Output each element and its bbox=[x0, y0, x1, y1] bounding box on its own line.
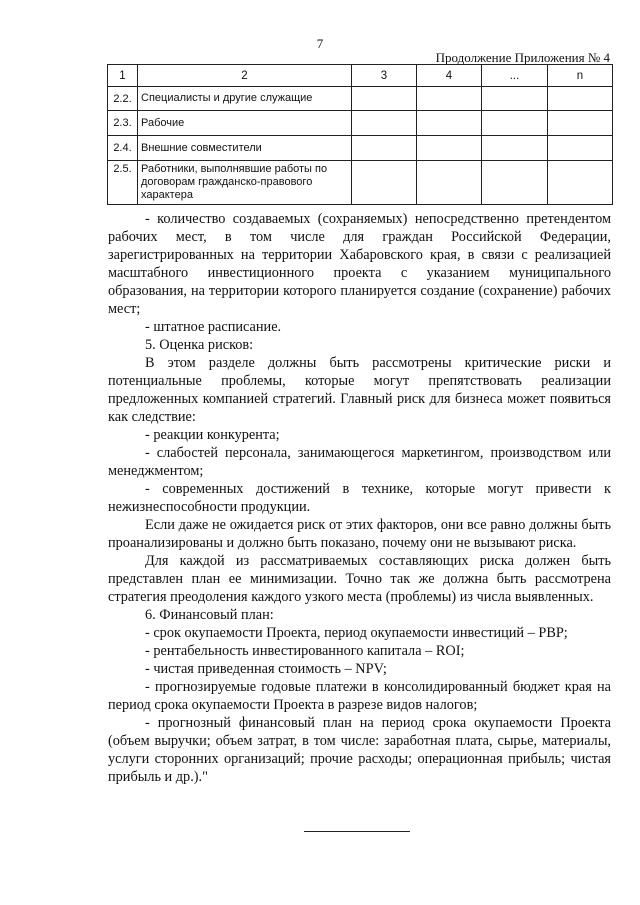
list-item: - срок окупаемости Проекта, период окупаемости инвестиций – PBP; bbox=[145, 625, 568, 641]
table-cell bbox=[352, 136, 417, 161]
table-cell bbox=[482, 161, 548, 205]
paragraph: Если даже не ожидается риск от этих факторов, они все равно должны быть проанализированы и должно быть показано, почему они не вызывают риска. bbox=[108, 517, 611, 551]
row-number: 2.3. bbox=[108, 111, 138, 136]
document-body bbox=[108, 210, 611, 786]
list-item: - прогнозируемые годовые платежи в консолидированный бюджет края на период срока окупаемости Проекта в разрезе видов налогов; bbox=[108, 679, 611, 713]
paragraph: В этом разделе должны быть рассмотрены критические риски и потенциальные проблемы, которые могут препятствовать реализации предложенных компанией стратегий. Главный риск для бизнеса может появиться как следствие: bbox=[108, 355, 611, 425]
table-cell bbox=[482, 136, 548, 161]
row-label: Специалисты и другие служащие bbox=[138, 87, 352, 111]
table-row bbox=[108, 111, 613, 136]
table-header-cell: 4 bbox=[417, 65, 482, 87]
page-number: 7 bbox=[316, 36, 324, 51]
list-item: - реакции конкурента; bbox=[145, 427, 280, 443]
list-item: - рентабельность инвестированного капитала – ROI; bbox=[145, 643, 465, 659]
table-cell bbox=[352, 111, 417, 136]
table-row bbox=[108, 161, 613, 205]
table-cell bbox=[417, 87, 482, 111]
table-header-cell: 2 bbox=[138, 65, 352, 87]
row-label: Рабочие bbox=[138, 111, 352, 136]
section-heading-financial-plan: 6. Финансовый план: bbox=[145, 607, 274, 623]
list-item: - слабостей персонала, занимающегося маркетингом, производством или менеджментом; bbox=[108, 445, 611, 479]
table-header-cell: 3 bbox=[352, 65, 417, 87]
table-cell bbox=[352, 87, 417, 111]
table-cell bbox=[417, 136, 482, 161]
table-cell bbox=[548, 87, 613, 111]
table-cell bbox=[548, 136, 613, 161]
staff-table bbox=[107, 64, 613, 205]
paragraph: Для каждой из рассматриваемых составляющих риска должен быть представлен план ее минимизации. Точно так же должна быть рассмотрена стратегия преодоления каждого узкого места (проблемы) из числа выявленных. bbox=[108, 553, 611, 605]
table-row bbox=[108, 136, 613, 161]
table-cell bbox=[548, 161, 613, 205]
row-label: Работники, выполнявшие работы по договорам гражданско-правового характера bbox=[138, 161, 352, 205]
row-number: 2.2. bbox=[108, 87, 138, 111]
list-item: - чистая приведенная стоимость – NPV; bbox=[145, 661, 387, 677]
paragraph: - количество создаваемых (сохраняемых) непосредственно претендентом рабочих мест, в том числе для граждан Российской Федерации, зарегистрированных на территории Хабаровского края, в связи с реализацией масштабного инвестиционного проекта с указанием муниципального образования, на территории которого планируется создание (сохранение) рабочих мест; bbox=[108, 211, 611, 317]
table-cell bbox=[482, 111, 548, 136]
list-item: - современных достижений в технике, которые могут привести к нежизнеспособности продукции. bbox=[108, 481, 611, 515]
table-header-cell: 1 bbox=[108, 65, 138, 87]
table-cell bbox=[417, 161, 482, 205]
table-header-cell: ... bbox=[482, 65, 548, 87]
table-header-row bbox=[108, 65, 613, 87]
section-heading-risks: 5. Оценка рисков: bbox=[145, 337, 254, 353]
list-item: - прогнозный финансовый план на период срока окупаемости Проекта (объем выручки; объем затрат, в том числе: заработная плата, сырье, материалы, услуги сторонних организаций; прочие расходы; операционная прибыль; чистая прибыль и др.)." bbox=[108, 715, 611, 785]
table-cell bbox=[417, 111, 482, 136]
closing-divider-line bbox=[304, 831, 410, 832]
table-cell bbox=[352, 161, 417, 205]
table-header-cell: n bbox=[548, 65, 613, 87]
paragraph: - штатное расписание. bbox=[145, 319, 282, 335]
table-cell bbox=[548, 111, 613, 136]
row-number: 2.4. bbox=[108, 136, 138, 161]
appendix-continuation-note: Продолжение Приложения № 4 bbox=[435, 50, 610, 65]
table-cell bbox=[482, 87, 548, 111]
row-label: Внешние совместители bbox=[138, 136, 352, 161]
table-row bbox=[108, 87, 613, 111]
row-number: 2.5. bbox=[108, 161, 138, 205]
